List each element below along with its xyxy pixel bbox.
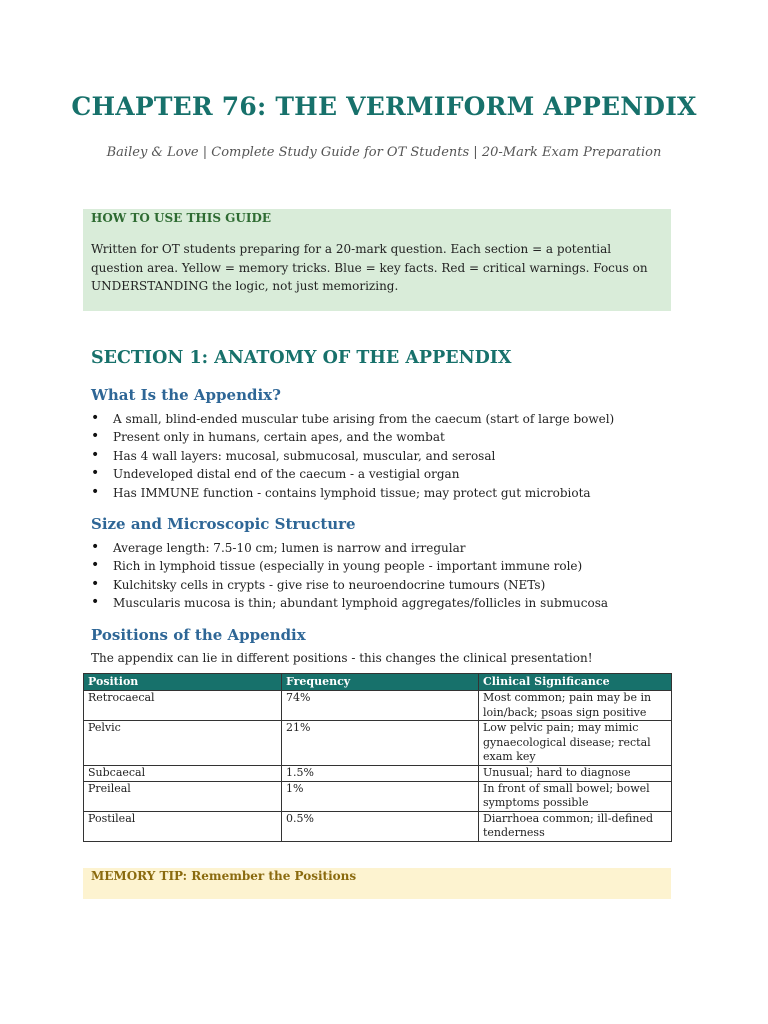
guide-title: HOW TO USE THIS GUIDE bbox=[91, 211, 272, 225]
cell-position: Pelvic bbox=[84, 721, 282, 766]
table-row bbox=[84, 811, 672, 841]
cell-significance: Diarrhoea common; ill-defined tenderness bbox=[479, 811, 672, 841]
table-header-row bbox=[84, 674, 672, 691]
table-row bbox=[84, 765, 672, 781]
size-list bbox=[91, 539, 681, 613]
size-heading: Size and Microscopic Structure bbox=[91, 515, 356, 533]
chapter-title: CHAPTER 76: THE VERMIFORM APPENDIX bbox=[71, 92, 697, 121]
what-is-heading: What Is the Appendix? bbox=[91, 386, 281, 404]
cell-frequency: 1.5% bbox=[282, 765, 479, 781]
cell-significance: Low pelvic pain; may mimic gynaecological disease; rectal exam key bbox=[479, 721, 672, 766]
list-item: • Present only in humans, certain apes, and the wombat bbox=[91, 428, 681, 446]
cell-frequency: 21% bbox=[282, 721, 479, 766]
cell-position: Subcaecal bbox=[84, 765, 282, 781]
what-is-list bbox=[91, 410, 681, 502]
cell-significance: In front of small bowel; bowel symptoms possible bbox=[479, 781, 672, 811]
memory-tip-title: MEMORY TIP: Remember the Positions bbox=[91, 869, 357, 883]
header-clinical-significance: Clinical Significance bbox=[479, 674, 672, 691]
cell-significance: Most common; pain may be in loin/back; psoas sign positive bbox=[479, 691, 672, 721]
cell-frequency: 74% bbox=[282, 691, 479, 721]
section-1-title: SECTION 1: ANATOMY OF THE APPENDIX bbox=[91, 348, 512, 368]
table-row bbox=[84, 781, 672, 811]
cell-position: Preileal bbox=[84, 781, 282, 811]
header-position: Position bbox=[84, 674, 282, 691]
list-item: • A small, blind-ended muscular tube arising from the caecum (start of large bowel) bbox=[91, 410, 681, 428]
list-item: • Muscularis mucosa is thin; abundant lymphoid aggregates/follicles in submucosa bbox=[91, 594, 681, 612]
cell-frequency: 1% bbox=[282, 781, 479, 811]
how-to-use-guide-box bbox=[83, 209, 671, 311]
table-row bbox=[84, 691, 672, 721]
positions-heading: Positions of the Appendix bbox=[91, 626, 306, 644]
list-item: • Has IMMUNE function - contains lymphoid tissue; may protect gut microbiota bbox=[91, 484, 681, 502]
memory-tip-box bbox=[83, 868, 671, 899]
list-item: • Rich in lymphoid tissue (especially in young people - important immune role) bbox=[91, 557, 681, 575]
cell-position: Postileal bbox=[84, 811, 282, 841]
table-row bbox=[84, 721, 672, 766]
header-frequency: Frequency bbox=[282, 674, 479, 691]
list-item: • Kulchitsky cells in crypts - give rise to neuroendocrine tumours (NETs) bbox=[91, 576, 681, 594]
list-item: • Has 4 wall layers: mucosal, submucosal, muscular, and serosal bbox=[91, 447, 681, 465]
chapter-subtitle: Bailey & Love | Complete Study Guide for OT Students | 20-Mark Exam Preparation bbox=[106, 145, 662, 160]
positions-intro: The appendix can lie in different positions - this changes the clinical presentation! bbox=[91, 651, 593, 665]
cell-significance: Unusual; hard to diagnose bbox=[479, 765, 672, 781]
list-item: • Average length: 7.5-10 cm; lumen is narrow and irregular bbox=[91, 539, 681, 557]
guide-text: Written for OT students preparing for a 20-mark question. Each section = a potential question area. Yellow = memory tricks. Blue = key facts. Red = critical warnings. Focus on UNDERSTANDING the logic, not just memorizing. bbox=[91, 242, 648, 293]
cell-frequency: 0.5% bbox=[282, 811, 479, 841]
list-item: • Undeveloped distal end of the caecum - a vestigial organ bbox=[91, 465, 681, 483]
positions-table bbox=[83, 673, 672, 842]
cell-position: Retrocaecal bbox=[84, 691, 282, 721]
